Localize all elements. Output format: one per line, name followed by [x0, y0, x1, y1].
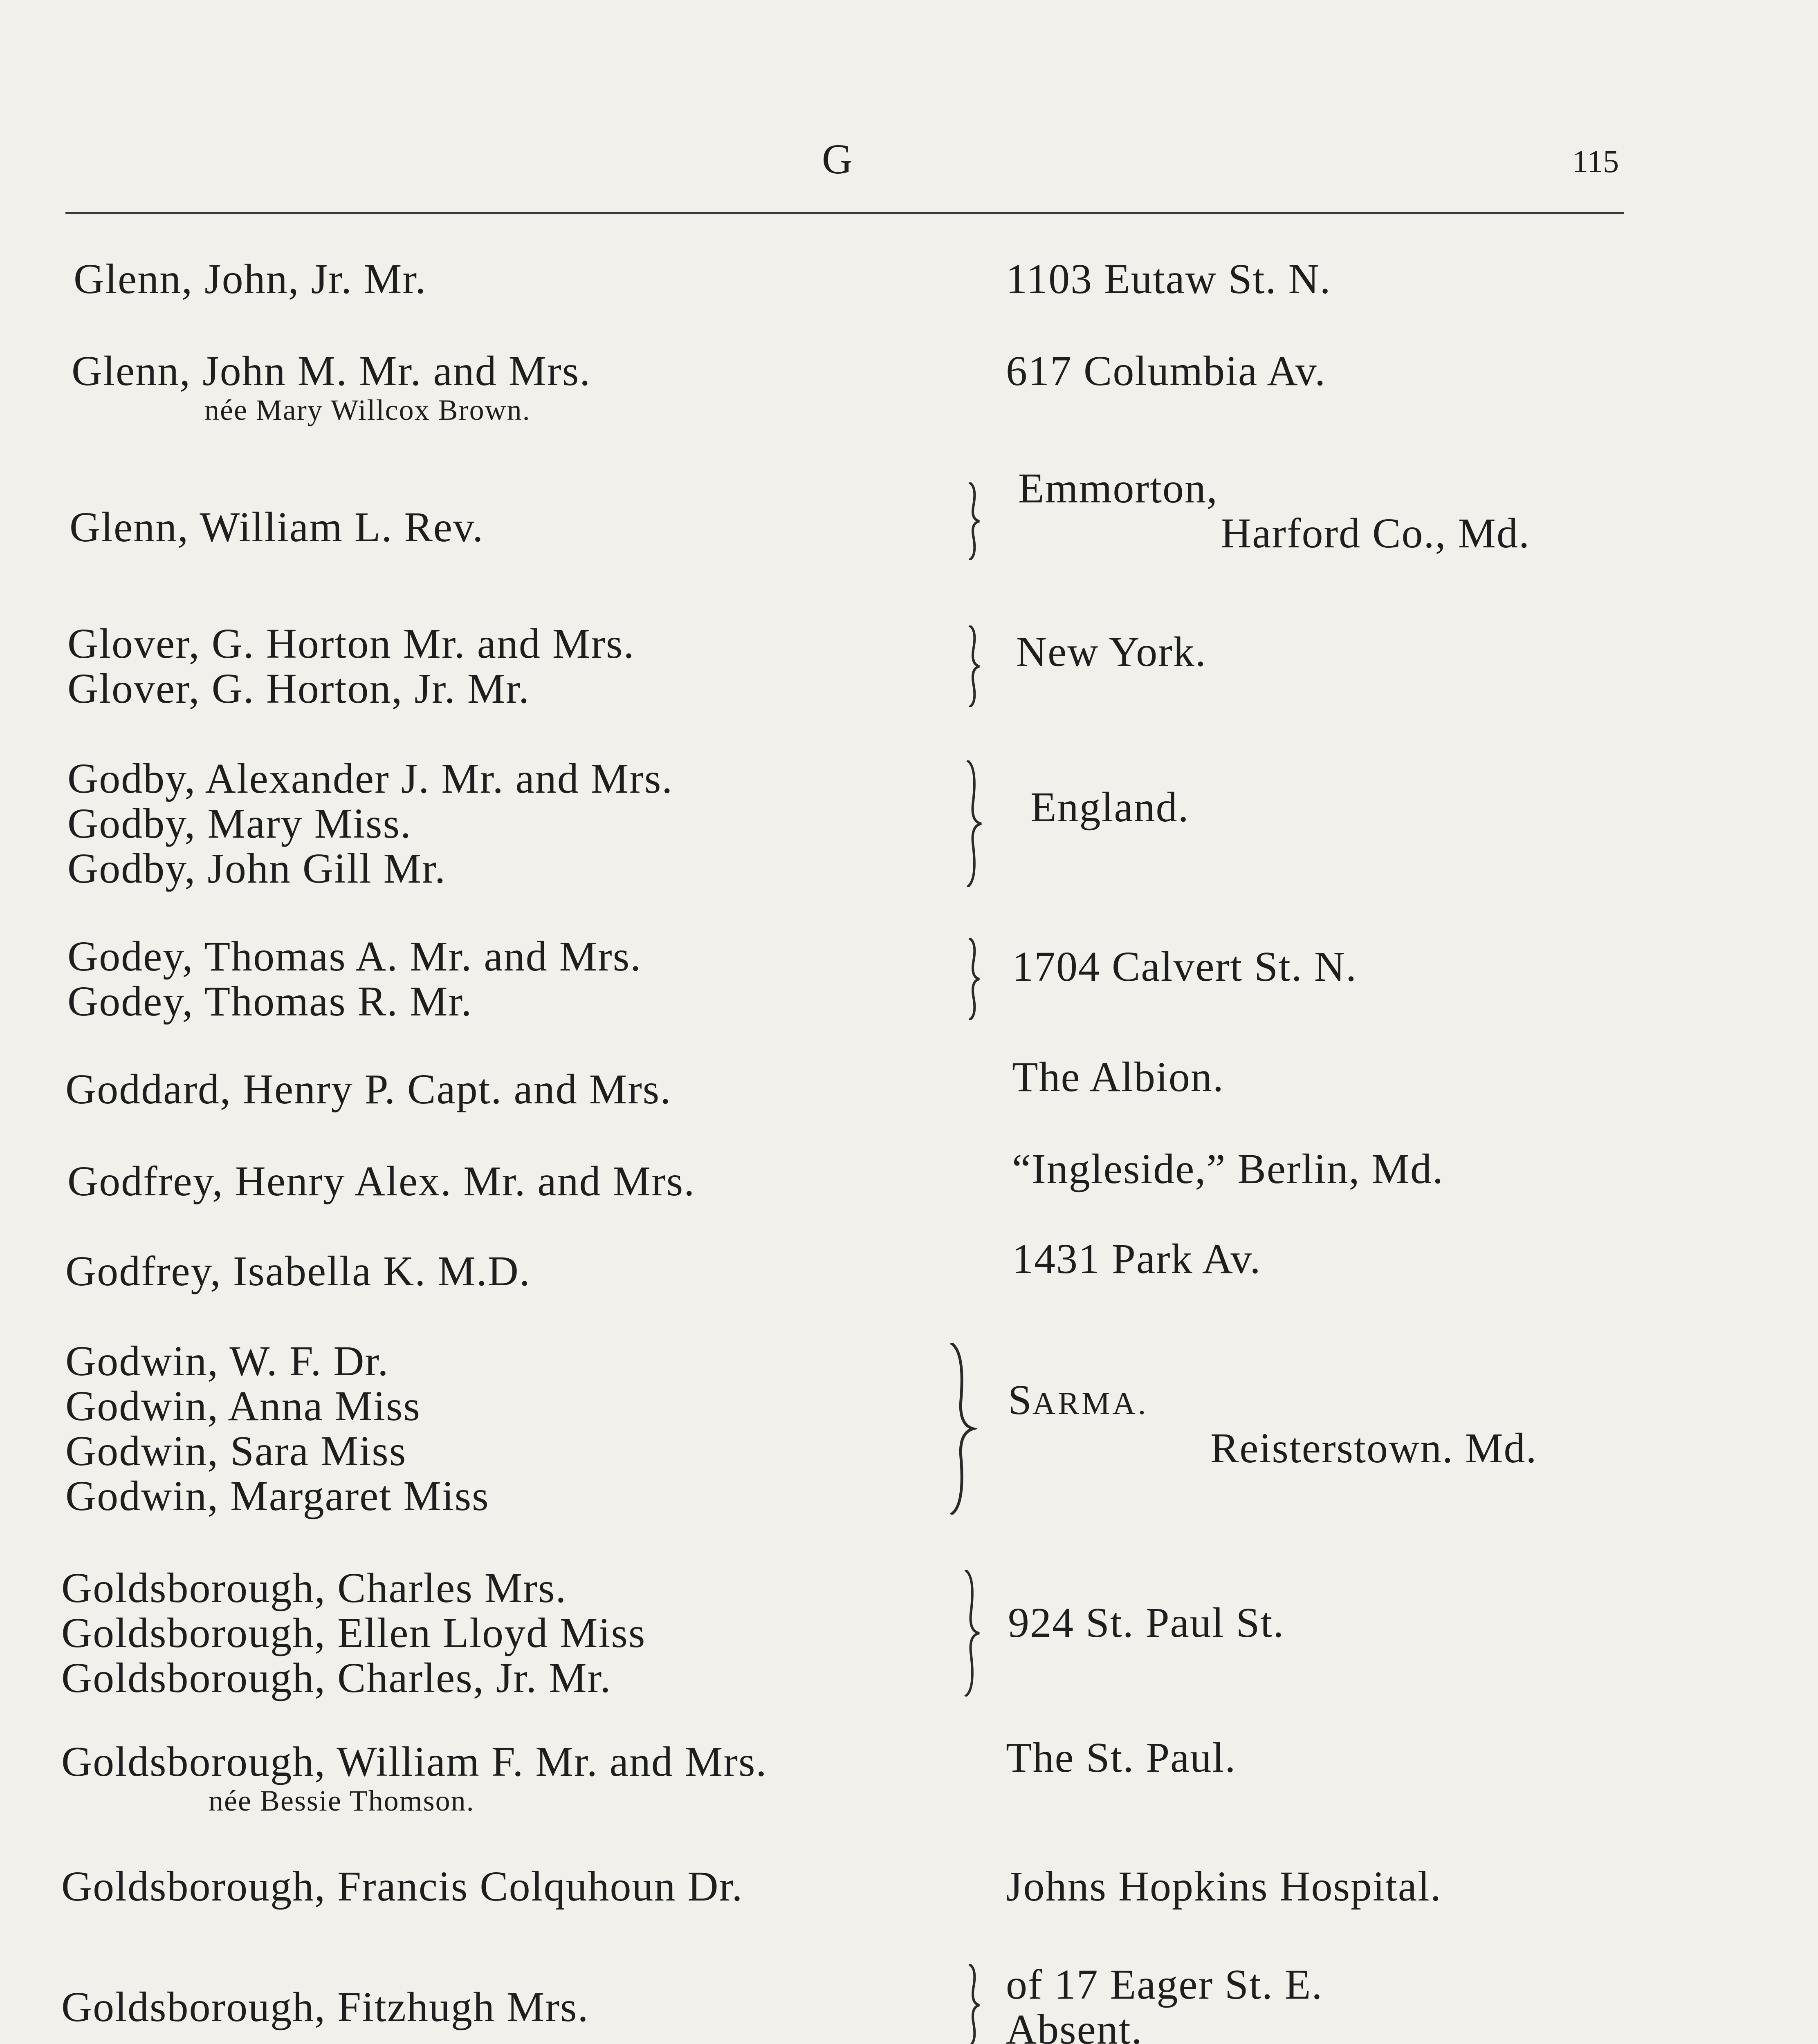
entry-address — [1012, 944, 1357, 989]
grouping-brace — [940, 1343, 977, 1515]
grouping-brace — [961, 1964, 985, 2044]
entry-name: Glenn, John M. Mr. and Mrs. — [72, 347, 591, 394]
entry-name: Godey, Thomas R. Mr. — [67, 978, 473, 1025]
maiden-name-note: née Mary Willcox Brown. — [204, 394, 531, 426]
entry-name: Godwin, Sara Miss — [65, 1428, 407, 1475]
entry-address — [1012, 1147, 1444, 1192]
entry-name: Godfrey, Henry Alex. Mr. and Mrs. — [67, 1158, 696, 1205]
entry-address — [1012, 1237, 1261, 1282]
entry-names — [61, 1249, 531, 1294]
entry-name: Goddard, Henry P. Capt. and Mrs. — [65, 1066, 672, 1113]
entry-address — [1018, 466, 1530, 556]
address-smallcaps-rest: ARMA. — [1032, 1385, 1149, 1421]
address-line: 924 St. Paul St. — [1008, 1599, 1285, 1646]
address-line: Johns Hopkins Hospital. — [1006, 1863, 1442, 1910]
address-line: Reisterstown. Md. — [1210, 1425, 1537, 1472]
entry-name: Godfrey, Isabella K. M.D. — [65, 1248, 531, 1295]
grouping-brace — [959, 760, 988, 887]
entry-address — [1006, 257, 1331, 302]
entry-name: Glenn, John, Jr. Mr. — [74, 256, 427, 303]
entry-address — [1008, 1378, 1537, 1471]
entry-names — [61, 1159, 695, 1204]
entry-name: Goldsborough, Charles Mrs. — [61, 1564, 567, 1611]
section-letter: G — [822, 136, 855, 183]
entry-name: Godby, Alexander J. Mr. and Mrs. — [67, 755, 673, 802]
maiden-name-note: née Bessie Thomson. — [209, 1784, 475, 1817]
address-line: 617 Columbia Av. — [1006, 347, 1326, 394]
address-line: of 17 Eager St. E. — [1006, 1961, 1323, 2008]
address-line: New York. — [1016, 628, 1207, 675]
address-line: 1704 Calvert St. N. — [1012, 943, 1357, 990]
entry-names — [61, 756, 673, 891]
entry-address — [1006, 1864, 1442, 1909]
entry-name: Godey, Thomas A. Mr. and Mrs. — [67, 933, 642, 980]
entry-name: Glover, G. Horton Mr. and Mrs. — [67, 620, 635, 667]
entry-names — [61, 1864, 743, 1909]
address-line: 1103 Eutaw St. N. — [1006, 256, 1331, 303]
entry-names — [61, 505, 484, 550]
entry-address — [1006, 1735, 1236, 1780]
entry-address — [1016, 630, 1207, 675]
entry-names — [61, 934, 642, 1024]
address-line: Absent. — [1006, 2006, 1143, 2044]
header-rule — [65, 212, 1624, 214]
entry-address — [1006, 1962, 1323, 2044]
entry-address — [1012, 1055, 1224, 1100]
entry-name: Godwin, Anna Miss — [65, 1383, 421, 1430]
address-line: The Albion. — [1012, 1053, 1224, 1100]
entry-names — [61, 1566, 646, 1701]
entry-names — [61, 1985, 589, 2030]
grouping-brace — [961, 482, 985, 560]
entry-name: Glover, G. Horton, Jr. Mr. — [67, 665, 530, 712]
entry-address — [1030, 785, 1190, 830]
entry-names — [61, 349, 591, 426]
entry-names — [61, 1739, 767, 1817]
entry-names — [61, 1067, 671, 1112]
entry-names — [61, 621, 635, 711]
entry-name: Godwin, W. F. Dr. — [65, 1338, 389, 1385]
entry-name: Goldsborough, Fitzhugh Mrs. — [61, 1983, 589, 2031]
entry-name: Glenn, William L. Rev. — [70, 504, 484, 551]
address-line: Emmorton, — [1018, 465, 1218, 512]
address-smallcaps-initial: S — [1008, 1376, 1032, 1423]
entry-names — [61, 1339, 489, 1519]
page-number: 115 — [1572, 143, 1619, 179]
entry-address — [1008, 1600, 1284, 1645]
entry-address — [1006, 349, 1326, 394]
grouping-brace — [957, 1570, 985, 1697]
entry-names — [61, 257, 426, 302]
entry-name: Goldsborough, Ellen Lloyd Miss — [61, 1609, 646, 1656]
address-line: 1431 Park Av. — [1012, 1235, 1261, 1282]
entry-name: Goldsborough, William F. Mr. and Mrs. — [61, 1738, 768, 1785]
grouping-brace — [961, 625, 985, 707]
address-line-smallcaps — [1008, 1378, 1537, 1426]
entry-name: Godby, Mary Miss. — [67, 800, 412, 847]
entry-name: Goldsborough, Francis Colquhoun Dr. — [61, 1863, 743, 1910]
address-line: England. — [1030, 784, 1190, 831]
address-line: “Ingleside,” Berlin, Md. — [1012, 1145, 1444, 1192]
grouping-brace — [961, 938, 985, 1020]
entry-name: Godby, John Gill Mr. — [67, 845, 446, 892]
address-line: The St. Paul. — [1006, 1734, 1237, 1781]
address-line: Harford Co., Md. — [1221, 510, 1531, 557]
entry-name: Goldsborough, Charles, Jr. Mr. — [61, 1654, 612, 1701]
entry-name: Godwin, Margaret Miss — [65, 1472, 489, 1520]
